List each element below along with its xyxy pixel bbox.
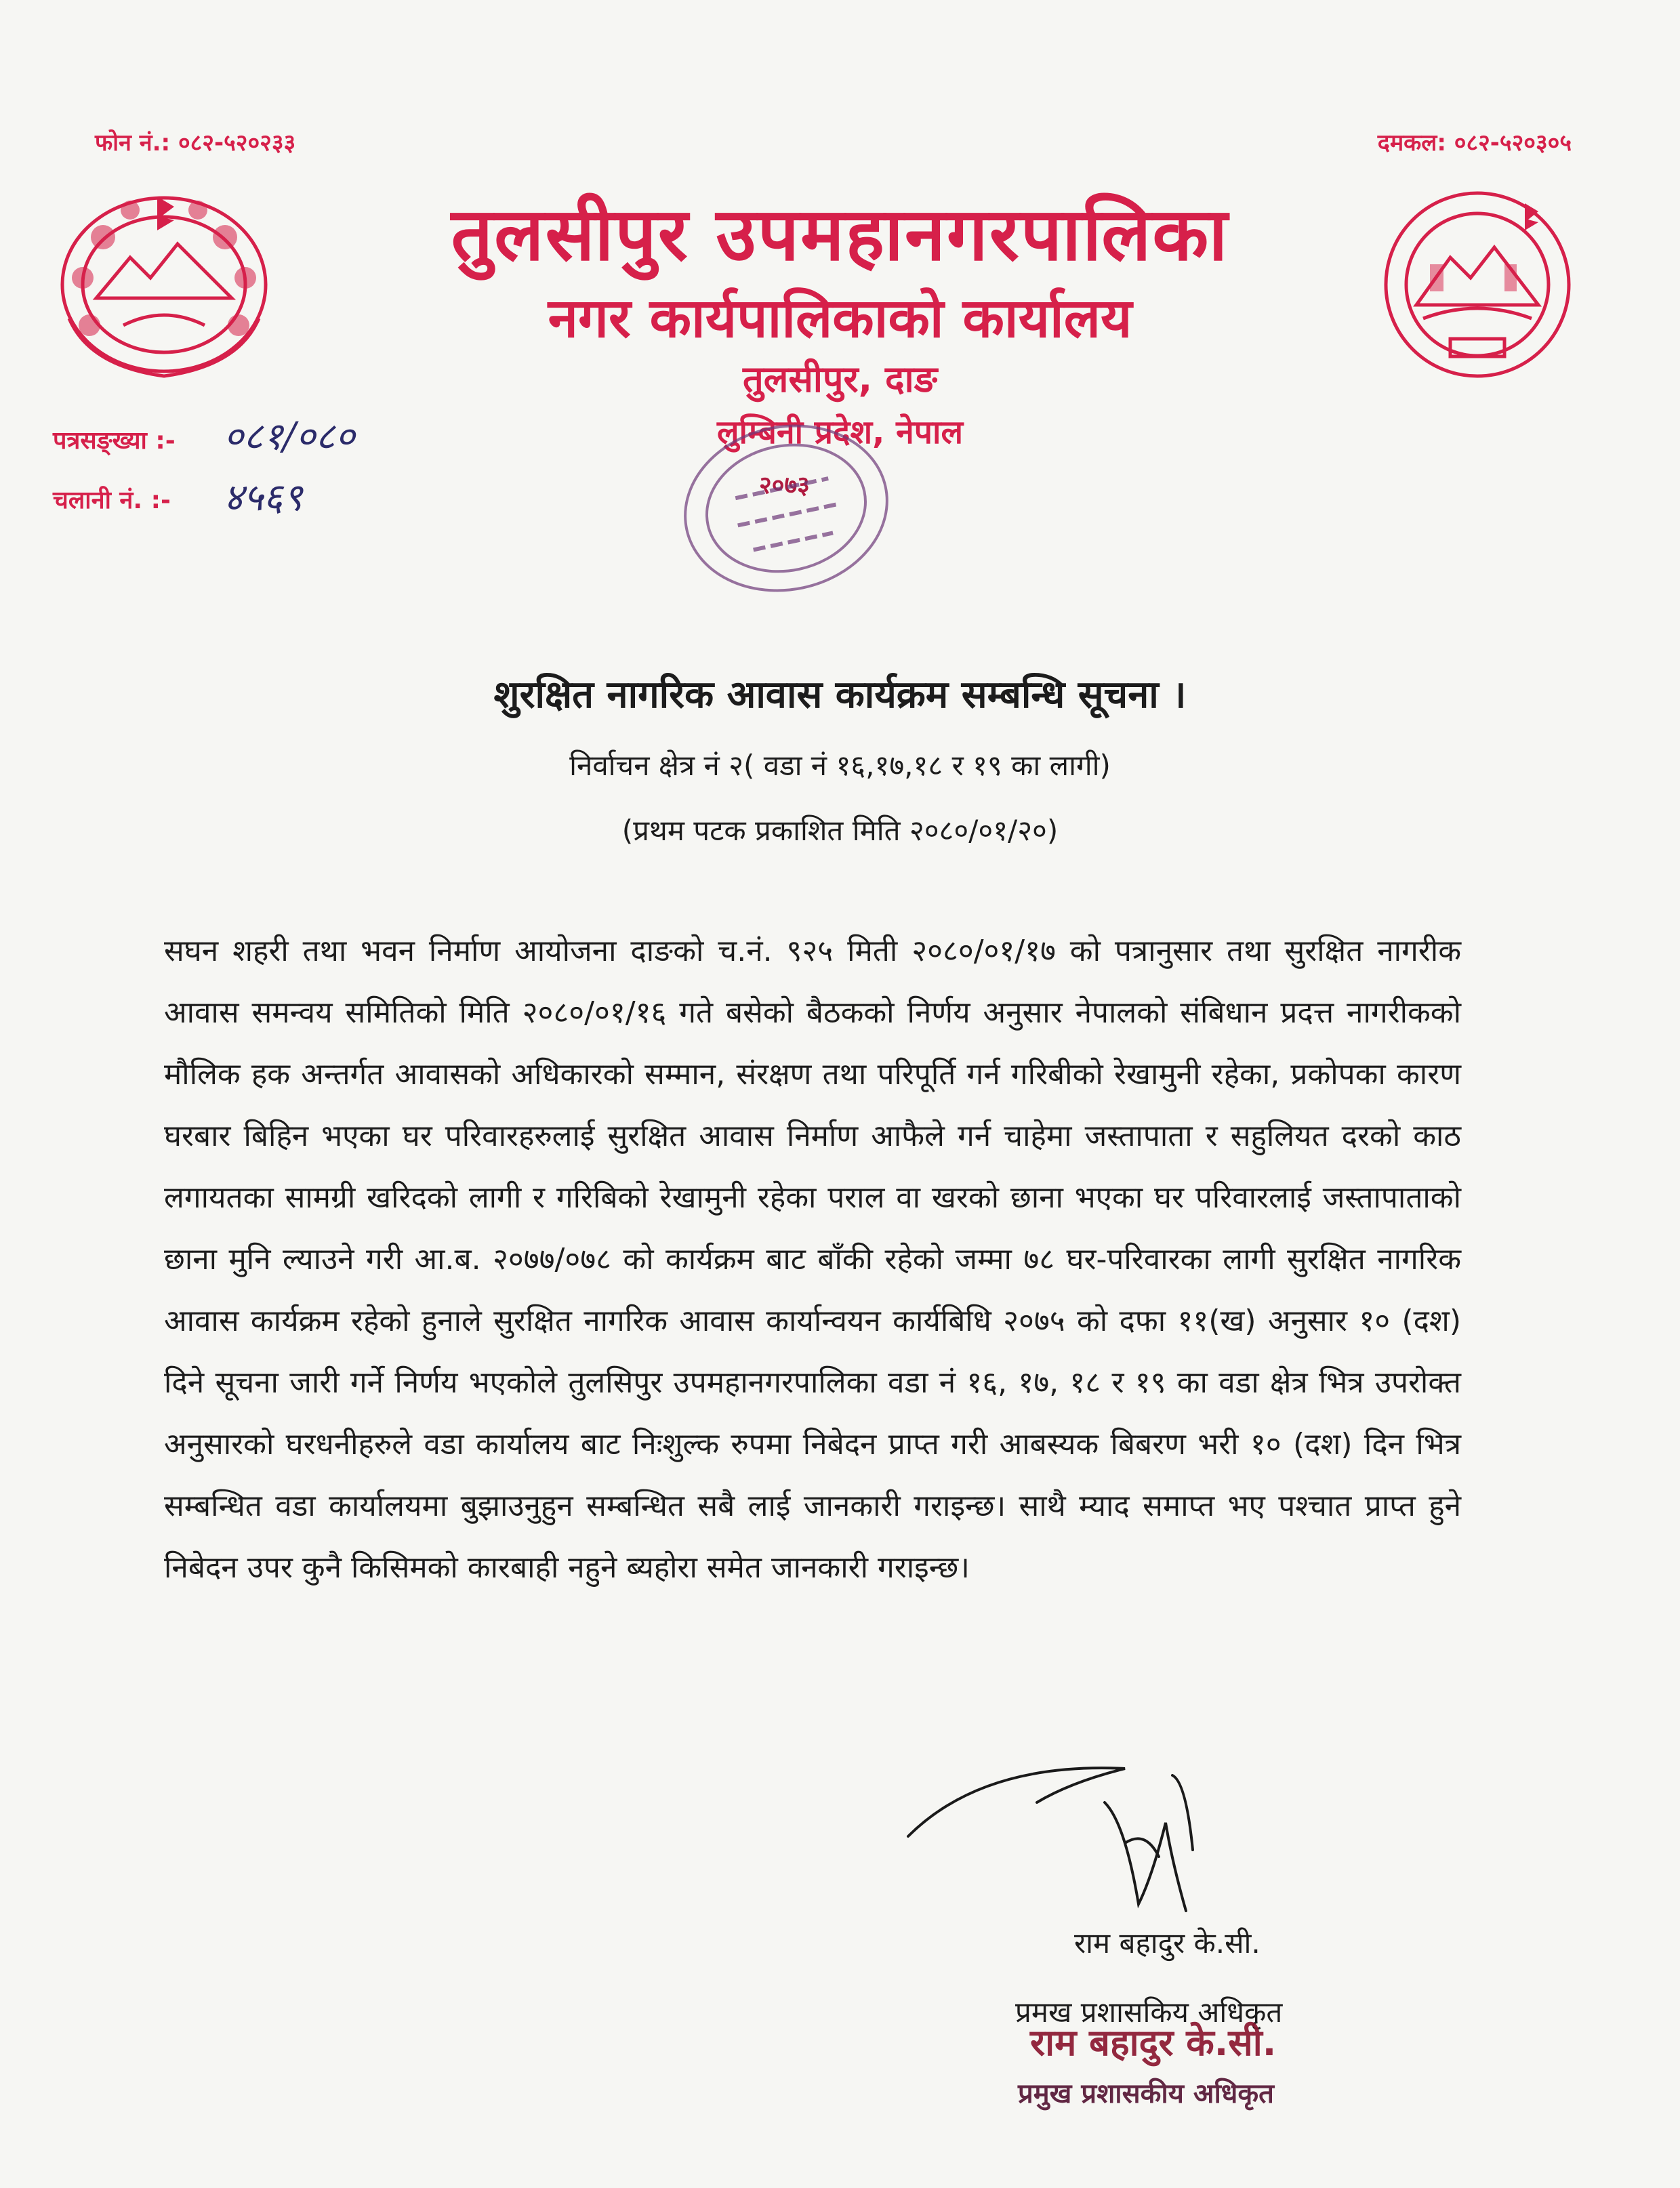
office-stamp-icon <box>664 407 908 610</box>
publication-date: (प्रथम पटक प्रकाशित मिति २०८०/०१/२०) <box>621 814 1059 847</box>
establishment-year: २०७३ <box>759 472 810 499</box>
dispatch-number-label: चलानी नं. :- <box>53 487 171 514</box>
handwritten-signature-icon <box>901 1755 1335 1931</box>
phone-number: फोन नं.: ०८२-५२०२३३ <box>95 129 296 157</box>
notice-body: सघन शहरी तथा भवन निर्माण आयोजना दाङको च.नं. ९२५ मिती २०८०/०१/१७ को पत्रानुसार तथा सुरक्षित नागरीक आवास समन्वय समितिको मिति २०८०/०१/१६ गते बसेको बैठकको निर्णय अनुसार नेपालको संबिधान प्रदत्त नागरीकको मौलिक हक अन्तर्गत आवासको अधिकारको सम्मान, संरक्षण तथा परिपूर्ति गर्न गरिबीको रेखामुनी रहेका, प्रकोपका कारण घरबार बिहिन भएका घर परिवारहरुलाई सुरक्षित आवास निर्माण आफैले गर्न चाहेमा जस्तापाता र सहुलियत दरको काठ लगायतका सामग्री खरिदको लागी र गरिबिको रेखामुनी रहेका पराल वा खरको छाना भएका घर परिवारलाई जस्तापाताको छाना मुनि ल्याउने गरी आ.ब. २०७७/०७८ को कार्यक्रम बाट बाँकी रहेको जम्मा ७८ घर-परिवारका लागी सुरक्षित नागरिक आवास कार्यक्रम रहेको हुनाले सुरक्षित नागरिक आवास कार्यान्वयन कार्यबिधि २०७५ को दफा ११(ख) अनुसार १० (दश) दिने सूचना जारी गर्ने निर्णय भएकोले तुलसिपुर उपमहानगरपालिका वडा नं १६, १७, १८ र १९ का वडा क्षेत्र भित्र उपरोक्त अनुसारको घरधनीहरुले वडा कार्यालय बाट निःशुल्क रुपमा निबेदन प्राप्त गरी आबस्यक बिबरण भरी १० (दश) दिन भित्र सम्बन्धित वडा कार्यालयमा बुझाउनुहुन सम्बन्धित सबै लाई जानकारी गराइन्छ। साथै म्याद समाप्त भए पश्चात प्राप्त हुने निबेदन उपर कुनै किसिमको कारबाही नहुने ब्यहोरा समेत जानकारी गराइन्छ। <box>164 934 1461 1585</box>
notice-subtitle: निर्वाचन क्षेत्र नं २( वडा नं १६,१७,१८ र १९ का लागी) <box>569 749 1111 782</box>
office-place: तुलसीपुर, दाङ <box>742 358 937 400</box>
designation-seal: प्रमुख प्रशासकीय अधिकृत <box>1018 2078 1274 2109</box>
office-name: नगर कार्यपालिकाको कार्यालय <box>548 287 1132 350</box>
letter-number-value: ०८१/०८० <box>224 415 355 459</box>
signer-designation: प्रमख प्रशासकिय अधिकृत <box>1015 1996 1283 2029</box>
dispatch-number-value: ४५६९ <box>224 476 303 520</box>
letter-number-label: पत्रसङ्ख्या :- <box>53 427 176 455</box>
name-seal: राम बहादुर के.सी. <box>1030 2021 1277 2064</box>
signer-name: राम बहादुर के.सी. <box>1074 1926 1261 1960</box>
notice-title: शुरक्षित नागरिक आवास कार्यक्रम सम्बन्धि सूचना । <box>493 673 1187 717</box>
fire-brigade-number: दमकल: ०८२-५२०३०५ <box>1377 129 1572 157</box>
organization-name: तुलसीपुर उपमहानगरपालिका <box>451 192 1229 277</box>
office-province: लुम्बिनी प्रदेश, नेपाल <box>716 413 964 451</box>
